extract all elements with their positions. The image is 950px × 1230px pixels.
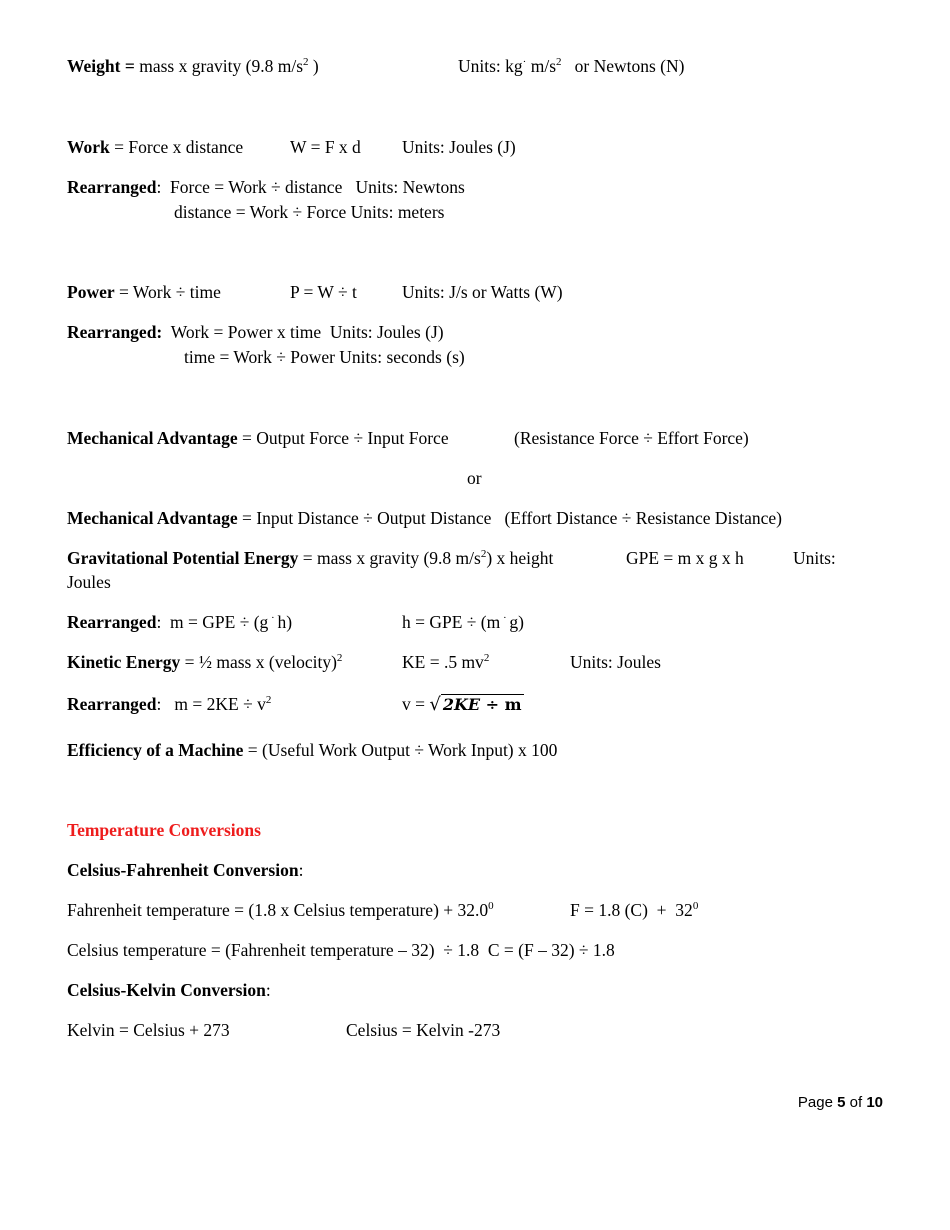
- ck-heading-line: Celsius-Kelvin Conversion:: [67, 980, 271, 1000]
- power-rearranged-line1: Rearranged: Work = Power x time Units: Joules (J): [67, 322, 444, 342]
- or-text: or: [467, 468, 482, 488]
- celsius-line: Celsius temperature = (Fahrenheit temperature – 32) ÷ 1.8 C = (F – 32) ÷ 1.8: [67, 940, 615, 960]
- cf-heading: Celsius-Fahrenheit Conversion: [67, 860, 299, 880]
- ck-heading: Celsius-Kelvin Conversion: [67, 980, 266, 1000]
- weight-label: Weight =: [67, 56, 135, 76]
- weight-formula: mass x gravity (9.8 m/s: [139, 56, 304, 76]
- power-formula: = Work ÷ time: [114, 282, 221, 302]
- weight-units: Units: kg· $m/s^2$ or Newtons (N): [458, 56, 685, 76]
- work-label: Work: [67, 137, 110, 157]
- ma-alt: (Resistance Force ÷ Effort Force): [514, 428, 749, 448]
- power-rearranged-label: Rearranged:: [67, 322, 163, 342]
- efficiency-line: Efficiency of a Machine = (Useful Work Output ÷ Work Input) x 100: [67, 740, 558, 760]
- work-rearranged-line1: Rearranged: Force = Work ÷ distance Units: Newtons: [67, 177, 465, 197]
- fahrenheit-short: F = 1.8 $(C) + 32^0$: [570, 900, 699, 920]
- work-units: Units: Joules (J): [402, 137, 516, 157]
- gpe-label: Gravitational Potential Energy: [67, 548, 299, 568]
- ke-velocity: v = √ 2KE ÷ m: [402, 694, 522, 715]
- temperature-heading: Temperature Conversions: [67, 820, 261, 840]
- work-rearranged-line2: distance = Work ÷ Force Units: meters: [174, 202, 445, 222]
- ke-label: Kinetic Energy: [67, 652, 181, 672]
- efficiency-label: Efficiency of a Machine: [67, 740, 244, 760]
- ma-distance-line: Mechanical Advantage = Input Distance ÷ Output Distance (Effort Distance ÷ Resistance Distance): [67, 508, 782, 528]
- cf-heading-line: Celsius-Fahrenheit Conversion:: [67, 860, 304, 880]
- power-rearranged-line2: time = Work ÷ Power Units: seconds (s): [184, 347, 465, 367]
- gpe-short: GPE = m x g x h: [626, 548, 744, 568]
- gpe-units: Units:: [793, 548, 836, 568]
- celsius-from-kelvin: Celsius = Kelvin -273: [346, 1020, 501, 1040]
- ke-units: Units: Joules: [570, 652, 661, 672]
- document-page: Weight = mass x gravity (9.8 $m/s^2$ ) Units: kg· $m/s^2$ or Newtons (N) Work = Force x distance W = F x d Units: Joules (J) Rearranged: Force = Work ÷ distance Units: Newtons distance = Work ÷ Force Units: meters Power = Work ÷ time P = W ÷ t Units: J/s or Watts (W) Rearranged: Work = Power x time Units: Joules (J) time = Work ÷ Power Units: seconds (s) Mechanical Advantage = Output Force ÷ Input Force (Resistance Force ÷ Effort Force) or Mechanical Advantage = Input Distance ÷ Output Distance (Effort Distance ÷ Resistance Distance) Gravitational Potential Energy = mass x gravity (9.8 $m/s^2$) x height GPE = m x g x h Units: Joules Rearranged: m = GPE ÷ (g · h) h = GPE ÷ (m · g) Kinetic Energy = ½ mass x (velocity)$^2$ KE = .5 $mv^2$ Units: Joules Rearranged: $m = 2KE \div v^2$ v = √ 2KE ÷ m Efficiency of a Machine = (Useful Work Output ÷ Work Input) x 100 Temperature Conversions Celsius-Fahrenheit Conversion: Fahrenheit temperature = (1.8 x Celsius temperature) + $32.0^0$ F = 1.8 $(C) + 32^0$ Celsius temperature = (Fahrenheit temperature – 32) ÷ 1.8 C = (F – 32) ÷ 1.8 Celsius-Kelvin Conversion: Kelvin = Celsius + 273 Celsius = Kelvin -273 Page 5 of 10: [67, 56, 883, 1111]
- kelvin-formula: Kelvin = Celsius + 273: [67, 1020, 230, 1040]
- ke-short: KE = .5 $mv^2$: [402, 652, 490, 672]
- work-formula: = Force x distance: [109, 137, 244, 157]
- work-rearranged-label: Rearranged: [67, 177, 157, 197]
- sqrt-expression: √ 2KE ÷ m: [429, 694, 522, 715]
- ma-label: Mechanical Advantage: [67, 428, 238, 448]
- power-short: P = W ÷ t: [290, 282, 357, 302]
- work-short: W = F x d: [290, 137, 361, 157]
- page-number: Page 5 of 10: [797, 1094, 883, 1111]
- power-units: Units: J/s or Watts (W): [402, 282, 563, 302]
- gpe-rearranged-h: h = GPE ÷ (m · g): [402, 612, 524, 632]
- gpe-units-wrap: Joules: [67, 572, 111, 592]
- ke-rearranged-label: Rearranged: [67, 694, 157, 714]
- sqrt-icon: √: [429, 694, 441, 715]
- ma2-label: Mechanical Advantage: [67, 508, 238, 528]
- power-label: Power: [67, 282, 115, 302]
- gpe-rearranged-label: Rearranged: [67, 612, 157, 632]
- fahrenheit-formula: Fahrenheit temperature = (1.8 x Celsius temperature) + 32.0: [67, 900, 489, 920]
